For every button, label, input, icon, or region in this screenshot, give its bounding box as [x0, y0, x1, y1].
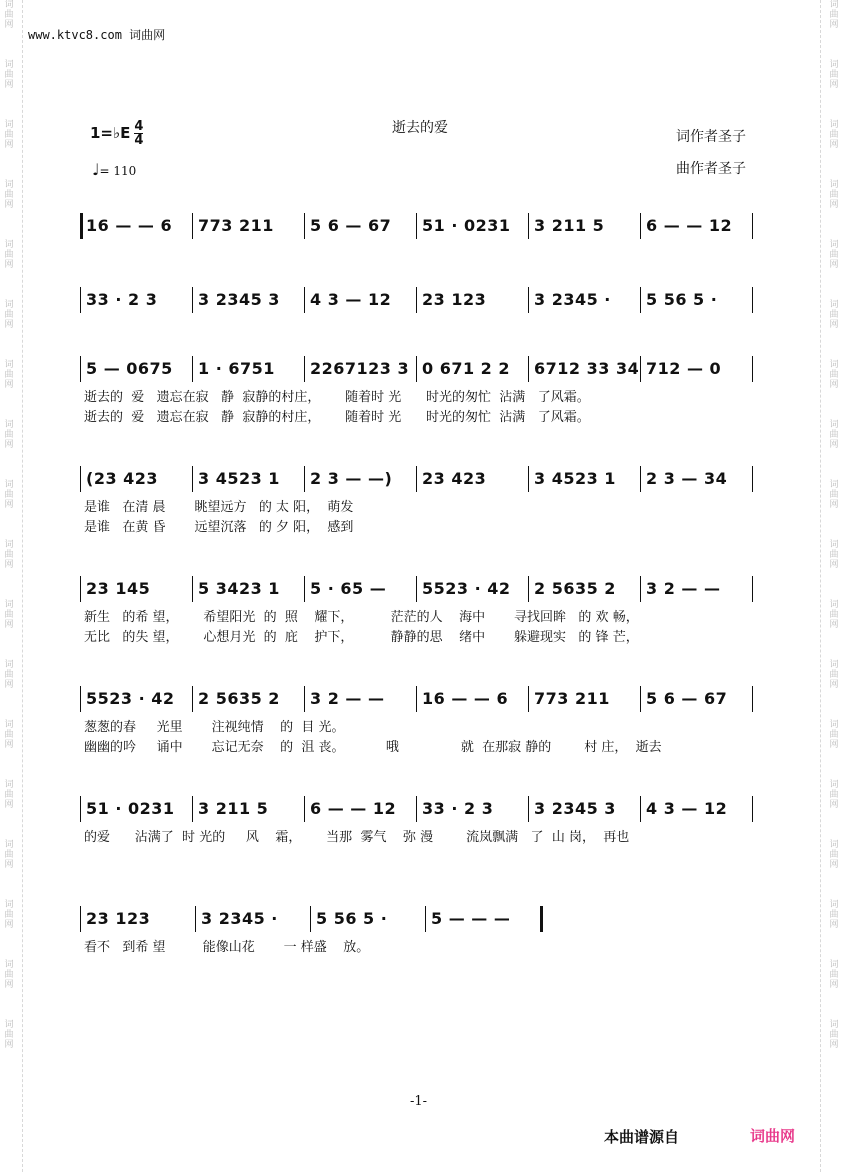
watermark-char: 曲	[4, 670, 14, 680]
measure: 0 671 2 2	[422, 359, 511, 378]
watermark-char: 词	[829, 0, 839, 10]
bar-line	[528, 287, 529, 313]
bar-line	[80, 576, 81, 602]
measure: 2 3 — 34	[646, 469, 728, 488]
measure: 3 2345 3	[534, 799, 616, 818]
bar-line	[640, 686, 641, 712]
watermark-char: 词	[829, 1020, 839, 1030]
time-signature: $\frac{4}{4}$	[134, 119, 144, 148]
bar-line	[640, 796, 641, 822]
measure: 2267123 3	[310, 359, 410, 378]
watermark-char: 曲	[4, 970, 14, 980]
measure: 2 5635 2	[198, 689, 280, 708]
measure: 5 6 — 67	[310, 216, 392, 235]
lyric-line: 葱葱的春 光里 注视纯情 的 目 光。	[84, 720, 345, 735]
watermark-char: 曲	[4, 490, 14, 500]
watermark-char: 词	[4, 900, 14, 910]
score-row	[80, 796, 756, 845]
score-row	[80, 576, 756, 645]
bar-line	[192, 796, 193, 822]
measure: 6 — — 12	[646, 216, 733, 235]
bar-line	[528, 796, 529, 822]
bar-line	[192, 287, 193, 313]
key-label: 1=♭E	[90, 124, 131, 142]
watermark-char: 词	[4, 600, 14, 610]
watermark-char: 词	[4, 480, 14, 490]
lyric-line: 逝去的 爱 遗忘在寂 静 寂静的村庄， 随着时 光 时光的匆忙 沾满 了风霜。	[84, 410, 590, 425]
lyric-line: 无比 的失 望， 心想月光 的 庇 护下， 静静的思 绪中 躲避现实 的 锋 芒，	[84, 630, 639, 645]
bar-line	[752, 466, 753, 492]
bar-line	[416, 213, 417, 239]
watermark-char: 词	[829, 540, 839, 550]
watermark-char: 曲	[4, 910, 14, 920]
watermark-char: 词	[4, 120, 14, 130]
watermark-char: 网	[829, 800, 839, 810]
song-title: 逝去的爱	[392, 120, 448, 136]
bar-line	[310, 906, 311, 932]
watermark-char: 网	[4, 260, 14, 270]
watermark-char: 曲	[829, 250, 839, 260]
bar-line	[80, 466, 81, 492]
score-row	[80, 287, 756, 313]
lyric-line: 逝去的 爱 遗忘在寂 静 寂静的村庄， 随着时 光 时光的匆忙 沾满 了风霜。	[84, 390, 590, 405]
watermark-char: 曲	[829, 130, 839, 140]
measure: 5 56 5 ·	[316, 909, 388, 928]
source-site-link[interactable]: 词曲网	[750, 1127, 796, 1145]
measure: 3 4523 1	[534, 469, 616, 488]
measure: 3 2 — —	[646, 579, 721, 598]
measure: 23 123	[422, 290, 487, 309]
watermark-char: 网	[829, 980, 839, 990]
bar-line	[80, 906, 81, 932]
bar-line	[192, 466, 193, 492]
bar-line	[425, 906, 426, 932]
measure: 3 211 5	[198, 799, 269, 818]
bar-line	[416, 466, 417, 492]
measure: 4 3 — 12	[310, 290, 392, 309]
measure: 33 · 2 3	[86, 290, 158, 309]
watermark-char: 网	[4, 140, 14, 150]
lyric-line: 是谁 在清 晨 眺望远方 的 太 阳， 萌发	[84, 500, 354, 515]
watermark-char: 网	[829, 440, 839, 450]
watermark-char: 词	[829, 240, 839, 250]
bar-line	[640, 287, 641, 313]
bar-line	[192, 686, 193, 712]
watermark-char: 网	[829, 860, 839, 870]
watermark-char: 网	[4, 560, 14, 570]
bar-line	[528, 466, 529, 492]
watermark-char: 网	[4, 320, 14, 330]
measure: 4 3 — 12	[646, 799, 728, 818]
watermark-char: 网	[829, 560, 839, 570]
left-margin-guide	[22, 0, 23, 1172]
measure: 5523 · 42	[422, 579, 511, 598]
watermark-char: 词	[4, 420, 14, 430]
bar-line	[640, 213, 641, 239]
measure: 5 3423 1	[198, 579, 280, 598]
watermark-char: 网	[829, 140, 839, 150]
measure: 51 · 0231	[422, 216, 511, 235]
watermark-char: 网	[4, 500, 14, 510]
final-bar-line	[540, 906, 543, 932]
watermark-char: 词	[829, 420, 839, 430]
key-signature	[90, 120, 143, 147]
measure: 16 — — 6	[422, 689, 509, 708]
bar-line	[416, 796, 417, 822]
bar-line	[416, 686, 417, 712]
bar-line	[80, 356, 81, 382]
watermark-char: 词	[829, 780, 839, 790]
watermark-char: 网	[4, 80, 14, 90]
measure: 5 · 65 —	[310, 579, 387, 598]
bar-line	[640, 576, 641, 602]
watermark-char: 网	[829, 200, 839, 210]
measure: 5 — 0675	[86, 359, 173, 378]
watermark-char: 词	[4, 0, 14, 10]
watermark-char: 曲	[829, 910, 839, 920]
bar-line	[752, 287, 753, 313]
lyricist-credit: 词作者圣子	[676, 129, 746, 145]
watermark-char: 网	[829, 320, 839, 330]
watermark-char: 曲	[829, 430, 839, 440]
watermark-char: 曲	[4, 70, 14, 80]
watermark-char: 网	[4, 1040, 14, 1050]
bar-line	[192, 213, 193, 239]
watermark-char: 网	[4, 200, 14, 210]
watermark-char: 网	[4, 380, 14, 390]
watermark-char: 网	[829, 20, 839, 30]
watermark-char: 网	[829, 500, 839, 510]
bar-line	[304, 356, 305, 382]
bar-line	[752, 686, 753, 712]
bar-line	[80, 686, 81, 712]
watermark-char: 曲	[829, 850, 839, 860]
watermark-char: 曲	[829, 10, 839, 20]
quarter-note-icon: ♩	[92, 160, 100, 179]
measure: 23 145	[86, 579, 151, 598]
watermark-char: 网	[4, 980, 14, 990]
watermark-char: 曲	[829, 1030, 839, 1040]
bar-line	[80, 213, 83, 239]
watermark-char: 词	[829, 60, 839, 70]
watermark-char: 词	[829, 480, 839, 490]
watermark-char: 曲	[4, 250, 14, 260]
bar-line	[752, 576, 753, 602]
bar-line	[416, 576, 417, 602]
measure: 1 · 6751	[198, 359, 275, 378]
watermark-char: 词	[829, 720, 839, 730]
measure: 6 — — 12	[310, 799, 397, 818]
watermark-char: 曲	[4, 130, 14, 140]
watermark-char: 网	[829, 620, 839, 630]
watermark-char: 曲	[829, 670, 839, 680]
watermark-char: 网	[4, 920, 14, 930]
measure: 712 — 0	[646, 359, 722, 378]
watermark-char: 词	[829, 600, 839, 610]
bar-line	[80, 796, 81, 822]
bar-line	[304, 686, 305, 712]
watermark-char: 曲	[4, 610, 14, 620]
watermark-char: 曲	[4, 310, 14, 320]
measure: 16 — — 6	[86, 216, 173, 235]
watermark-char: 曲	[829, 550, 839, 560]
watermark-char: 网	[4, 20, 14, 30]
watermark-char: 词	[4, 360, 14, 370]
right-margin-guide	[820, 0, 821, 1172]
watermark-char: 词	[4, 540, 14, 550]
watermark-char: 词	[829, 120, 839, 130]
watermark-char: 网	[829, 740, 839, 750]
measure: 5 — — —	[431, 909, 511, 928]
bar-line	[752, 796, 753, 822]
watermark-char: 网	[4, 800, 14, 810]
watermark-char: 曲	[4, 370, 14, 380]
watermark-char: 曲	[829, 610, 839, 620]
lyric-line: 幽幽的吟 诵中 忘记无奈 的 沮 丧。 哦 就 在那寂 静的 村 庄， 逝去	[84, 740, 662, 755]
watermark-char: 曲	[4, 850, 14, 860]
watermark-char: 词	[829, 180, 839, 190]
bar-line	[195, 906, 196, 932]
bar-line	[304, 466, 305, 492]
bar-line	[528, 576, 529, 602]
watermark-char: 曲	[4, 1030, 14, 1040]
bar-line	[640, 466, 641, 492]
bar-line	[192, 576, 193, 602]
watermark-char: 词	[829, 660, 839, 670]
watermark-char: 词	[4, 780, 14, 790]
measure: 2 3 — —)	[310, 469, 393, 488]
watermark-char: 曲	[829, 70, 839, 80]
source-label: 本曲谱源自	[604, 1128, 680, 1146]
score-row	[80, 906, 756, 955]
tempo-mark	[92, 160, 136, 179]
watermark-char: 词	[4, 240, 14, 250]
measure: 3 211 5	[534, 216, 605, 235]
score-row	[80, 686, 756, 755]
watermark-char: 曲	[4, 190, 14, 200]
lyric-line: 新生 的希 望， 希望阳光 的 照 耀下， 茫茫的人 海中 寻找回眸 的 欢 畅，	[84, 610, 639, 625]
watermark-char: 网	[829, 80, 839, 90]
watermark-char: 曲	[829, 970, 839, 980]
watermark-char: 词	[4, 1020, 14, 1030]
watermark-char: 词	[829, 360, 839, 370]
watermark-char: 词	[4, 660, 14, 670]
measure: 3 2 — —	[310, 689, 385, 708]
watermark-char: 词	[4, 180, 14, 190]
tempo-value: = 110	[99, 164, 137, 178]
measure: 5 6 — 67	[646, 689, 728, 708]
watermark-char: 词	[4, 840, 14, 850]
bar-line	[528, 356, 529, 382]
measure: 51 · 0231	[86, 799, 175, 818]
watermark-char: 曲	[829, 190, 839, 200]
watermark-char: 曲	[829, 370, 839, 380]
watermark-char: 词	[829, 300, 839, 310]
watermark-char: 词	[829, 840, 839, 850]
bar-line	[304, 796, 305, 822]
watermark-char: 网	[829, 380, 839, 390]
right-watermark-column	[827, 0, 841, 1172]
watermark-char: 曲	[829, 730, 839, 740]
watermark-char: 网	[4, 860, 14, 870]
bar-line	[192, 356, 193, 382]
watermark-char: 词	[4, 300, 14, 310]
watermark-char: 曲	[829, 790, 839, 800]
bar-line	[752, 356, 753, 382]
lyric-line: 是谁 在黄 昏 远望沉落 的 夕 阳， 感到	[84, 520, 354, 535]
watermark-char: 词	[4, 960, 14, 970]
composer-credit: 曲作者圣子	[676, 161, 746, 177]
bar-line	[304, 287, 305, 313]
bar-line	[416, 356, 417, 382]
score-row	[80, 466, 756, 535]
measure: 6712 33 34	[534, 359, 640, 378]
watermark-char: 网	[829, 680, 839, 690]
bar-line	[304, 576, 305, 602]
measure: 3 2345 ·	[534, 290, 611, 309]
measure: 5 56 5 ·	[646, 290, 718, 309]
bar-line	[528, 686, 529, 712]
watermark-char: 曲	[4, 790, 14, 800]
measure: (23 423	[86, 469, 159, 488]
watermark-char: 词	[4, 720, 14, 730]
measure: 5523 · 42	[86, 689, 175, 708]
lyric-line: 的爱 沾满了 时 光的 风 霜， 当那 雾气 弥 漫 流岚飘满 了 山 岗， 再也	[84, 830, 630, 845]
watermark-char: 网	[4, 620, 14, 630]
watermark-char: 词	[829, 960, 839, 970]
measure: 23 123	[86, 909, 151, 928]
measure: 23 423	[422, 469, 487, 488]
measure: 3 4523 1	[198, 469, 280, 488]
left-watermark-column	[2, 0, 16, 1172]
watermark-char: 曲	[4, 550, 14, 560]
measure: 773 211	[198, 216, 274, 235]
bar-line	[752, 213, 753, 239]
watermark-char: 网	[829, 920, 839, 930]
bar-line	[80, 287, 81, 313]
watermark-char: 曲	[829, 490, 839, 500]
watermark-char: 网	[4, 740, 14, 750]
site-header: www.ktvc8.com 词曲网	[28, 28, 166, 42]
watermark-char: 曲	[4, 730, 14, 740]
measure: 2 5635 2	[534, 579, 616, 598]
score-row	[80, 213, 756, 239]
measure: 3 2345 ·	[201, 909, 278, 928]
watermark-char: 网	[4, 440, 14, 450]
watermark-char: 曲	[4, 10, 14, 20]
measure: 33 · 2 3	[422, 799, 494, 818]
bar-line	[528, 213, 529, 239]
watermark-char: 曲	[829, 310, 839, 320]
watermark-char: 网	[4, 680, 14, 690]
score-row	[80, 356, 756, 425]
watermark-char: 词	[829, 900, 839, 910]
watermark-char: 网	[829, 260, 839, 270]
measure: 3 2345 3	[198, 290, 280, 309]
page-number: -1-	[410, 1094, 428, 1109]
bar-line	[416, 287, 417, 313]
watermark-char: 网	[829, 1040, 839, 1050]
bar-line	[640, 356, 641, 382]
watermark-char: 曲	[4, 430, 14, 440]
measure: 773 211	[534, 689, 610, 708]
watermark-char: 词	[4, 60, 14, 70]
lyric-line: 看不 到希 望 能像山花 一 样盛 放。	[84, 940, 370, 955]
bar-line	[304, 213, 305, 239]
